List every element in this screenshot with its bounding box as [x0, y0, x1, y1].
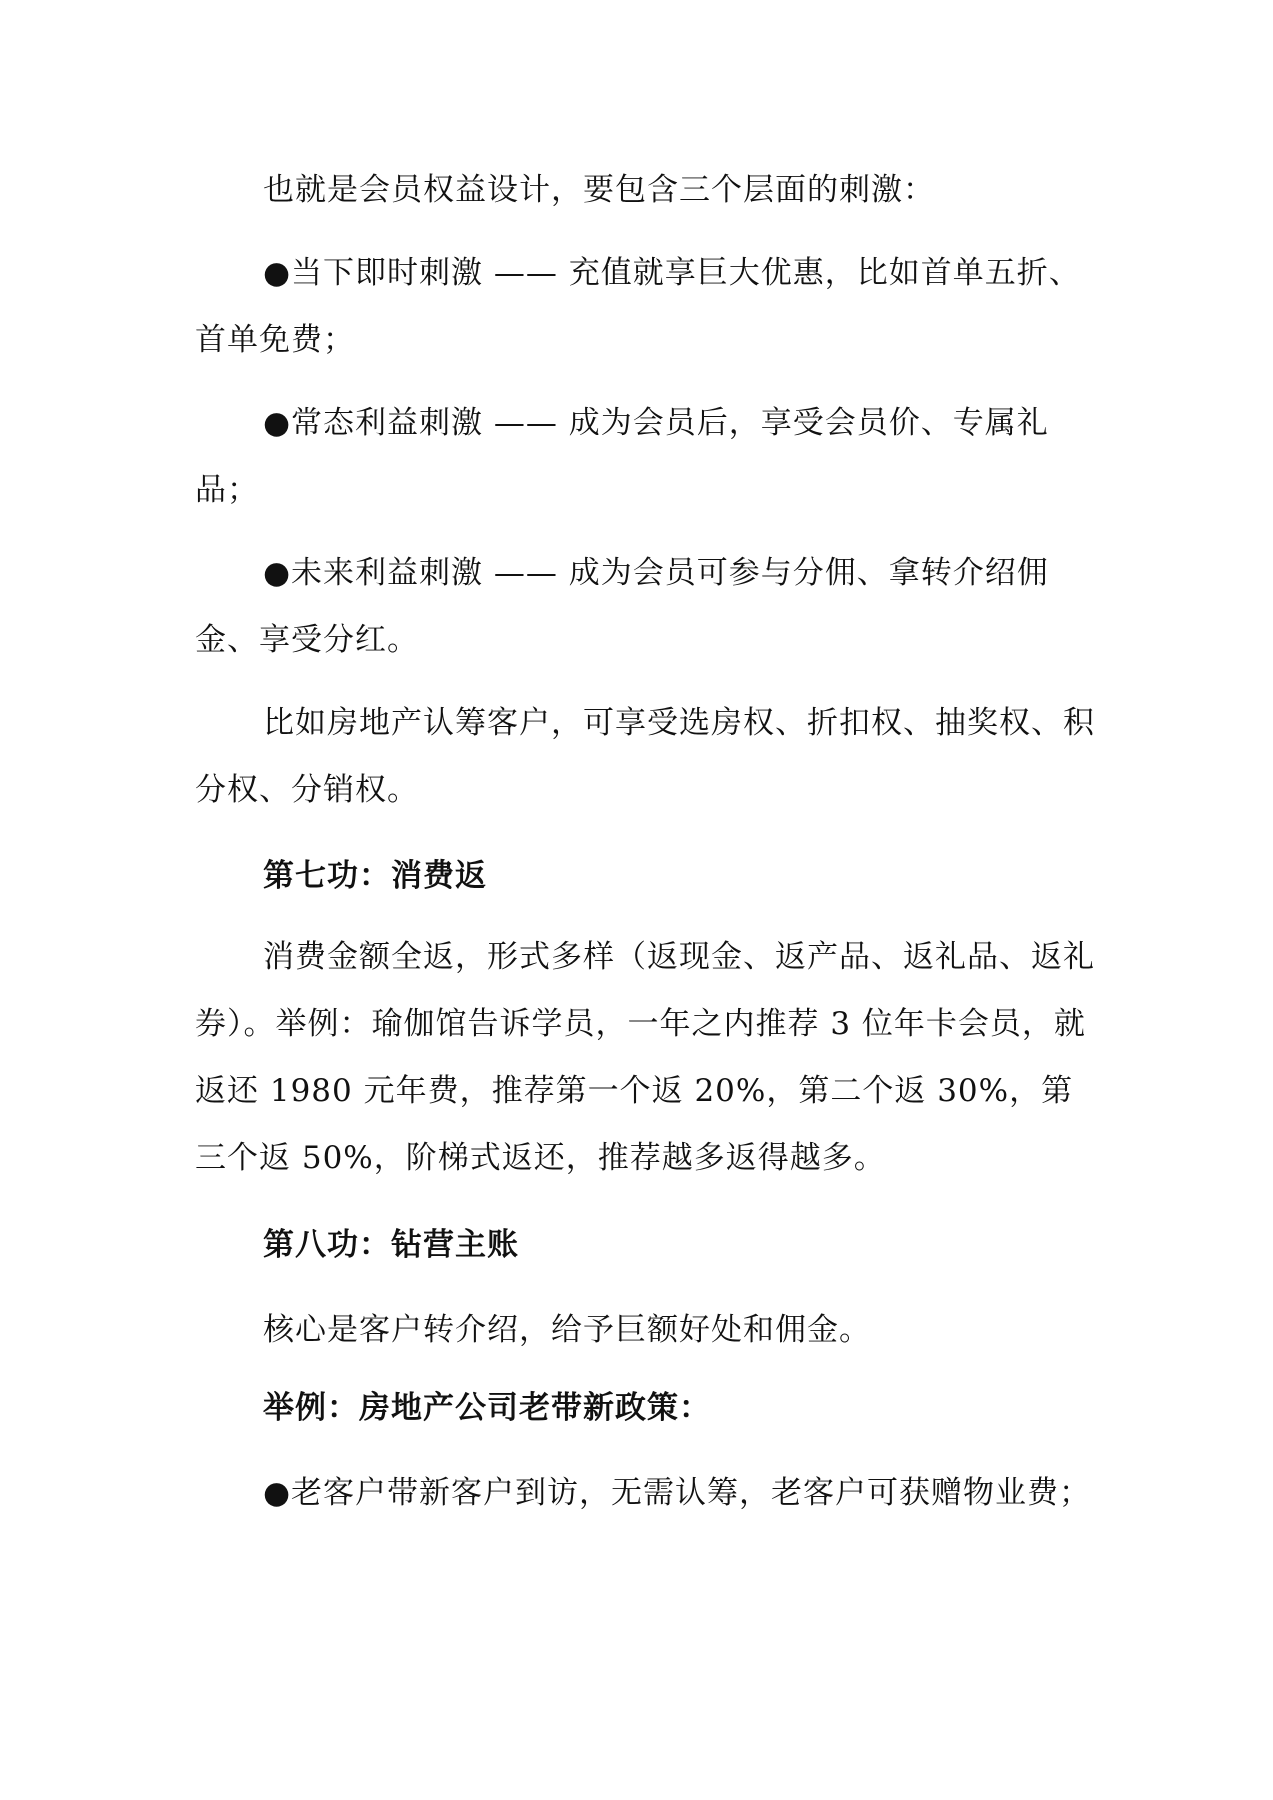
section-heading-seventh: 第七功：消费返	[263, 858, 487, 894]
referral-core-paragraph: 核心是客户转介绍，给予巨额好处和佣金。	[263, 1312, 871, 1348]
section-heading-eighth: 第八功：钻营主账	[263, 1227, 519, 1263]
bullet-old-brings-new: ●老客户带新客户到访，无需认筹，老客户可获赠物业费；	[263, 1475, 1092, 1511]
bullet-immediate-incentive: ●当下即时刺激 —— 充值就享巨大优惠，比如首单五折、首单免费；	[195, 255, 1081, 358]
bullet-future-benefit: ●未来利益刺激 —— 成为会员可参与分佣、拿转介绍佣金、享受分红。	[195, 555, 1049, 658]
intro-paragraph: 也就是会员权益设计，要包含三个层面的刺激：	[263, 172, 935, 208]
real-estate-example-paragraph: 比如房地产认筹客户，可享受选房权、折扣权、抽奖权、积分权、分销权。	[195, 705, 1095, 808]
consumption-rebate-paragraph: 消费金额全返，形式多样（返现金、返产品、返礼品、返礼券）。举例：瑜伽馆告诉学员，一年之内推荐 3 位年卡会员，就返还 1980 元年费，推荐第一个返 20%，第二个返 30%，第三个返 50%，阶梯式返还，推荐越多返得越多。	[195, 939, 1095, 1176]
example-heading: 举例：房地产公司老带新政策：	[263, 1390, 711, 1426]
bullet-regular-benefit: ●常态利益刺激 —— 成为会员后，享受会员价、专属礼品；	[195, 405, 1049, 508]
